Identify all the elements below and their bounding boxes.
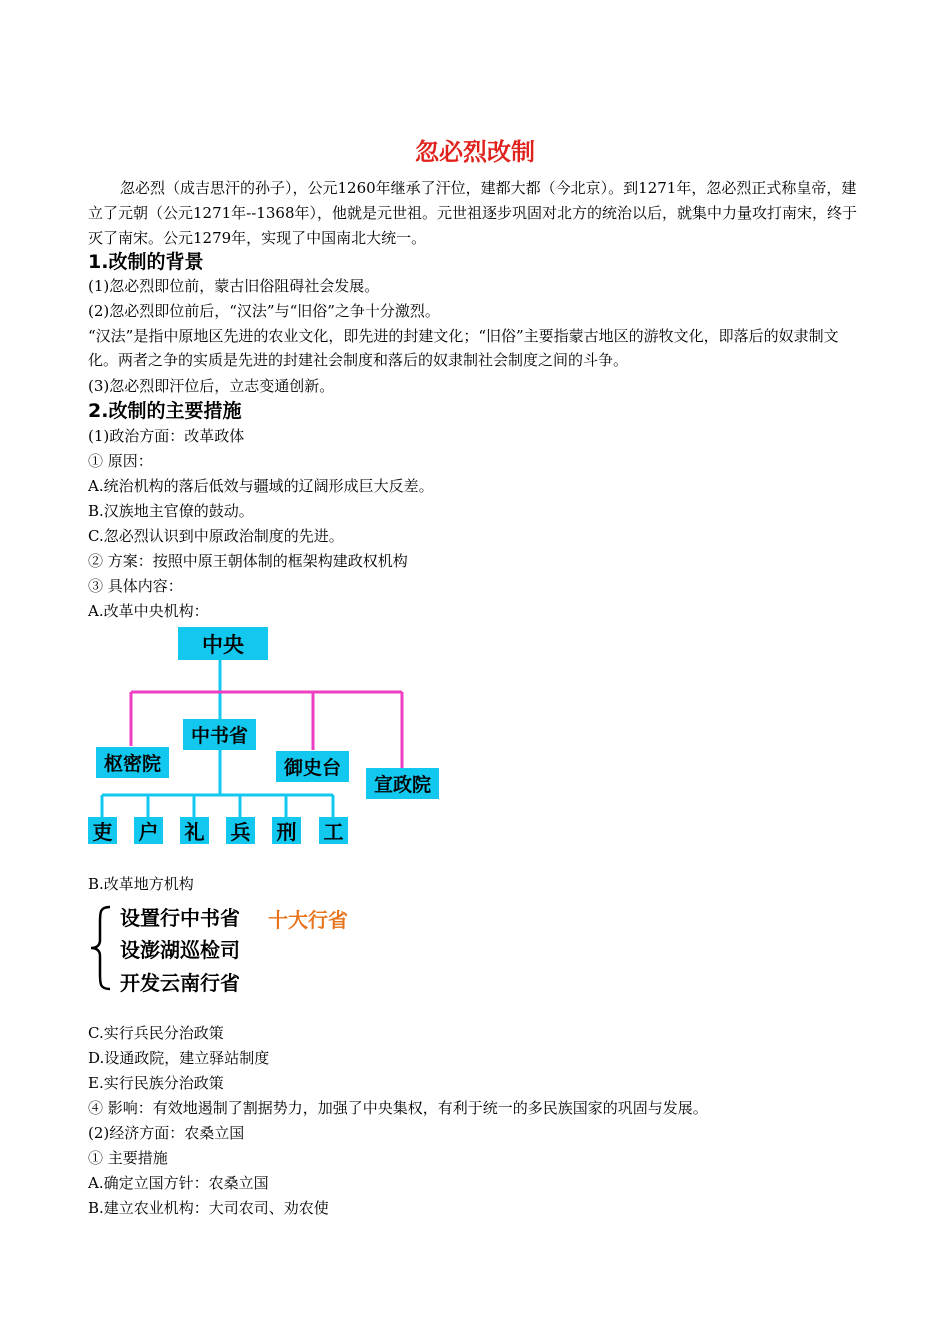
background-item-3: (3)忽必烈即汗位后，立志变通创新。: [88, 377, 335, 395]
measure-line: A.改革中央机构：: [88, 602, 209, 620]
measure-line: ④ 影响：有效地遏制了割据势力，加强了中央集权，有利于统一的多民族国家的巩固与发展。: [88, 1099, 708, 1117]
measure-line: A.确定立国方针：农桑立国: [88, 1174, 269, 1192]
local-item: 开发云南行省: [120, 971, 240, 995]
section-heading-background: 1.改制的背景: [88, 251, 204, 273]
local-item: 设澎湖巡检司: [120, 938, 240, 962]
measure-line: E.实行民族分治政策: [88, 1074, 224, 1092]
measure-line: C.实行兵民分治政策: [88, 1024, 224, 1042]
measure-line: ② 方案：按照中原王朝体制的框架构建政权机构: [88, 552, 408, 570]
measure-line: ① 主要措施: [88, 1149, 168, 1167]
ministry-box: 工: [319, 817, 348, 844]
ministry-box: 户: [134, 817, 163, 844]
ministry-box: 刑: [272, 817, 301, 844]
ministry-box: 礼: [180, 817, 209, 844]
ministry-box: 兵: [226, 817, 255, 844]
xuanzheng-box: 宣政院: [366, 768, 439, 799]
military-council-box: 枢密院: [96, 747, 169, 778]
curly-brace: [88, 904, 118, 992]
measure-line: B.建立农业机构：大司农司、劝农使: [88, 1199, 329, 1217]
measure-line: C.忽必烈认识到中原政治制度的先进。: [88, 527, 344, 545]
measure-line: (1)政治方面：改革政体: [88, 427, 245, 445]
local-item: 设置行中书省: [120, 906, 240, 930]
measure-line: (2)经济方面：农桑立国: [88, 1124, 245, 1142]
measure-line: A.统治机构的落后低效与疆域的辽阔形成巨大反差。: [88, 477, 434, 495]
local-reform-label: B.改革地方机构: [88, 875, 194, 893]
censorate-box: 御史台: [276, 751, 349, 782]
secretariat-box: 中书省: [183, 719, 256, 750]
ministry-box: 吏: [88, 817, 117, 844]
intro-paragraph: 忽必烈（成吉思汗的孙子），公元1260年继承了汗位，建都大都（今北京）。到1271年，忽必烈正式称皇帝，建立了元朝（公元1271年--1368年），他就是元世祖。元世祖逐步巩固对北方的统治以后，就集中力量攻打南宋，终于灭了南宋。公元1279年，实现了中国南北大统一。: [88, 179, 857, 247]
background-item-1: (1)忽必烈即位前，蒙古旧俗阻碍社会发展。: [88, 277, 380, 295]
central-box: 中央: [178, 627, 268, 660]
measure-line: ① 原因：: [88, 452, 153, 470]
background-item-2: (2)忽必烈即位前后，“汉法”与“旧俗”之争十分激烈。: [88, 302, 440, 320]
ten-provinces-note: 十大行省: [268, 908, 348, 932]
section-heading-measures: 2.改制的主要措施: [88, 400, 242, 422]
measure-line: D.设通政院，建立驿站制度: [88, 1049, 270, 1067]
measure-line: ③ 具体内容：: [88, 577, 183, 595]
page-title: 忽必烈改制: [415, 138, 535, 166]
hanfa-explanation: “汉法”是指中原地区先进的农业文化，即先进的封建文化；“旧俗”主要指蒙古地区的游牧文化，即落后的奴隶制文化。两者之争的实质是先进的封建社会制度和落后的奴隶制社会制度之间的斗争。: [88, 327, 839, 369]
measure-line: B.汉族地主官僚的鼓动。: [88, 502, 254, 520]
